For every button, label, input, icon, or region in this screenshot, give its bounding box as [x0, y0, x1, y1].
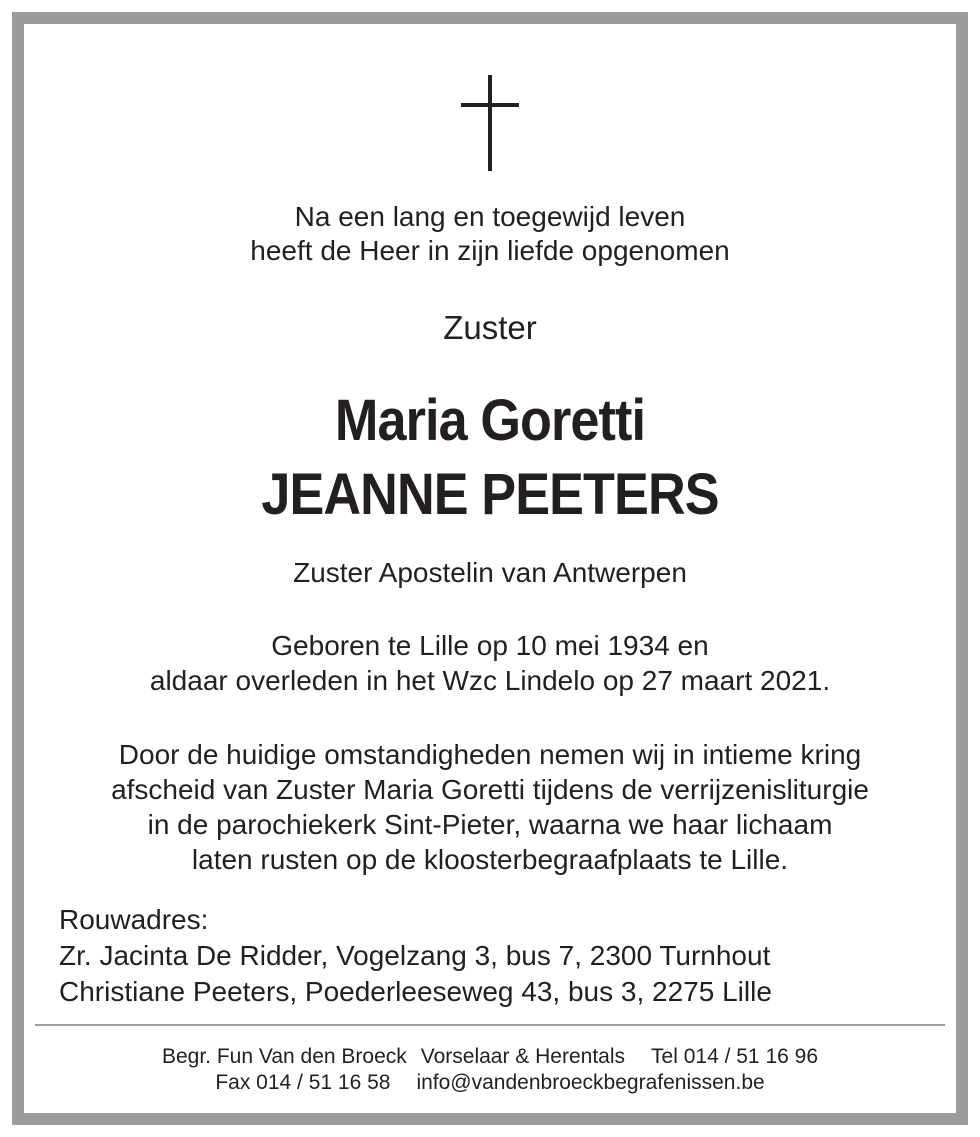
intro-line: Na een lang en toegewijd leven	[294, 201, 686, 232]
footer-locations: Vorselaar & Herentals	[420, 1045, 626, 1068]
birth-death-dates	[24, 628, 956, 698]
deceased-name-last: JEANNE PEETERS	[261, 462, 719, 527]
address-line: Christiane Peeters, Poederleeseweg 43, bus 3, 2275 Lille	[59, 976, 772, 1007]
dates-line: Geboren te Lille op 10 mei 1934 en	[271, 630, 709, 661]
footer-fax: Fax 014 / 51 16 58	[215, 1071, 391, 1094]
footer-divider	[35, 1024, 945, 1026]
address-line: Zr. Jacinta De Ridder, Vogelzang 3, bus 7, 2300 Turnhout	[59, 940, 771, 971]
footer-company: Begr. Fun Van den Broeck	[161, 1045, 407, 1068]
footer-line-2	[24, 1070, 956, 1096]
deceased-name	[71, 384, 910, 532]
footer-email[interactable]: info@vandenbroeckbegrafenissen.be	[416, 1071, 765, 1094]
dates-line: aldaar overleden in het Wzc Lindelo op 27 maart 2021.	[149, 665, 831, 696]
message-line: afscheid van Zuster Maria Goretti tijdens de verrijzenisliturgie	[111, 774, 869, 805]
intro-line: heeft de Heer in zijn liefde opgenomen	[250, 235, 730, 266]
cross-container	[24, 75, 956, 171]
message-line: Door de huidige omstandigheden nemen wij in intieme kring	[118, 739, 862, 770]
obituary-frame	[12, 12, 968, 1125]
funeral-home-footer	[24, 1044, 956, 1096]
intro-text	[24, 200, 956, 268]
deceased-name-first: Maria Goretti	[334, 388, 646, 453]
cross-icon	[461, 75, 519, 171]
mourning-address	[59, 902, 772, 1010]
message-line: laten rusten op de kloosterbegraafplaats te Lille.	[191, 844, 789, 875]
congregation-subtitle: Zuster Apostelin van Antwerpen	[293, 557, 687, 588]
address-label: Rouwadres:	[59, 904, 209, 935]
footer-tel: Tel 014 / 51 16 96	[651, 1045, 818, 1068]
message-line: in de parochiekerk Sint-Pieter, waarna we haar lichaam	[147, 809, 833, 840]
funeral-message	[24, 737, 956, 877]
footer-line-1	[24, 1044, 956, 1070]
deceased-title: Zuster	[443, 309, 537, 346]
